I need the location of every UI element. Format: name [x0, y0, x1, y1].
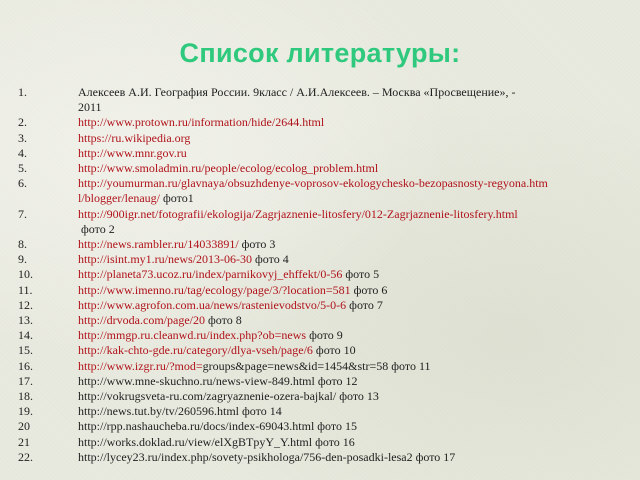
reference-number: 7. — [18, 206, 27, 221]
reference-number: 1. — [18, 85, 27, 99]
reference-item — [18, 283, 630, 298]
reference-note: фото 9 — [306, 328, 343, 343]
reference-link[interactable]: http://kak-chto-gde.ru/category/dlya-vseh/page/6 — [78, 343, 313, 358]
reference-note: фото 6 — [350, 282, 388, 297]
reference-note: фото 3 — [238, 237, 276, 252]
reference-note: фото 4 — [252, 252, 289, 267]
reference-note: фото 10 — [312, 343, 356, 358]
reference-note: фото 7 — [346, 297, 383, 312]
reference-note: фото 2 — [81, 221, 115, 236]
reference-text: http://rpp.nashaucheba.ru/docs/index-69043.html фото 15 — [78, 419, 357, 434]
reference-link[interactable]: https://ru.wikipedia.org — [78, 130, 191, 145]
reference-number: 21 — [18, 434, 30, 449]
reference-item — [18, 267, 630, 282]
reference-text: http://news.tut.by/tv/260596.html фото 14 — [78, 404, 282, 419]
reference-link[interactable]: http://www.mnr.gov.ru — [78, 145, 187, 160]
reference-number: 12. — [18, 297, 33, 312]
reference-item — [18, 146, 630, 161]
reference-link[interactable]: http://planeta73.ucoz.ru/index/parnikovyj_ehffekt/0-56 — [78, 267, 343, 282]
reference-text: http://lycey23.ru/index.php/sovety-psikhologa/756-den-posadki-lesa2 фото 17 — [78, 449, 456, 464]
reference-link[interactable]: http://www.smoladmin.ru/people/ecolog/ecolog_problem.html — [78, 161, 379, 176]
reference-number: 17. — [18, 373, 33, 388]
reference-number: 19. — [18, 404, 33, 419]
reference-number: 3. — [18, 130, 27, 145]
reference-number: 14. — [18, 328, 33, 343]
reference-item — [18, 313, 630, 328]
reference-link[interactable]: http://news.rambler.ru/14033891/ — [78, 237, 239, 252]
reference-link[interactable]: http://www.imenno.ru/tag/ecology/page/3/?location=581 — [78, 282, 351, 297]
reference-item — [18, 176, 630, 206]
reference-item — [18, 404, 630, 419]
reference-number: 8. — [18, 237, 27, 252]
reference-note: фото1 — [159, 191, 194, 206]
reference-note: фото 5 — [342, 267, 380, 282]
reference-item — [18, 419, 630, 434]
reference-number: 13. — [18, 313, 33, 328]
reference-text: http://vokrugsveta-ru.com/zagryaznenie-ozera-bajkal/ фото 13 — [78, 389, 379, 404]
reference-text-continued: 2011 — [78, 100, 102, 115]
reference-link[interactable]: http://drvoda.com/page/20 — [78, 313, 205, 328]
reference-item — [18, 343, 630, 358]
reference-item — [18, 450, 630, 465]
reference-item — [18, 389, 630, 404]
reference-number: 2. — [18, 115, 27, 130]
reference-text: http://works.doklad.ru/view/elXgBTpyY_Y.html фото 16 — [78, 434, 355, 449]
reference-link[interactable]: http://900igr.net/fotografii/ekologija/Zagrjaznenie-litosfery/012-Zagrjaznenie-litosfery.html — [78, 206, 518, 221]
reference-number: 18. — [18, 389, 33, 404]
reference-number: 6. — [18, 176, 27, 191]
reference-link[interactable]: http://www.agrofon.com.ua/news/rastenievodstvo/5-0-6 — [78, 297, 347, 312]
reference-number: 5. — [18, 161, 27, 176]
reference-text: Алексеев А.И. География России. 9класс / А.И.Алексеев. – Москва «Просвещение», - — [78, 85, 516, 99]
reference-number: 4. — [18, 145, 27, 160]
reference-item — [18, 252, 630, 267]
reference-number: 11. — [18, 282, 33, 297]
reference-number: 22. — [18, 449, 33, 464]
reference-number: 20 — [18, 419, 30, 434]
reference-item — [18, 115, 630, 130]
reference-item — [18, 161, 630, 176]
reference-note: groups&page=news&id=1454&str=58 фото 11 — [202, 358, 431, 373]
reference-link[interactable]: http://www.izgr.ru/?mod= — [78, 358, 203, 373]
reference-number: 16. — [18, 358, 33, 373]
reference-item — [18, 131, 630, 146]
reference-number: 9. — [18, 252, 27, 267]
reference-item — [18, 237, 630, 252]
reference-item — [18, 328, 630, 343]
reference-text: http://www.mne-skuchno.ru/news-view-849.html фото 12 — [78, 373, 358, 388]
reference-link[interactable]: http://isint.my1.ru/news/2013-06-30 — [78, 252, 252, 267]
reference-number: 10. — [18, 267, 33, 282]
reference-link[interactable]: http://www.protown.ru/information/hide/2644.html — [78, 115, 325, 130]
reference-item — [18, 374, 630, 389]
reference-link-continued[interactable]: l/blogger/lenaug/ — [78, 191, 160, 206]
reference-number: 15. — [18, 343, 33, 358]
reference-link[interactable]: http://mmgp.ru.cleanwd.ru/index.php?ob=news — [78, 328, 307, 343]
reference-item — [18, 359, 630, 374]
page-title: Список литературы: — [179, 38, 461, 68]
reference-item — [18, 207, 630, 237]
reference-item — [18, 298, 630, 313]
reference-item — [18, 435, 630, 450]
reference-note: фото 8 — [204, 313, 242, 328]
reference-list — [18, 85, 630, 465]
reference-item — [18, 85, 630, 115]
reference-link[interactable]: http://youmurman.ru/glavnaya/obsuzhdenye-voprosov-ekologychesko-bezopasnosty-regyona.htm — [78, 176, 548, 191]
